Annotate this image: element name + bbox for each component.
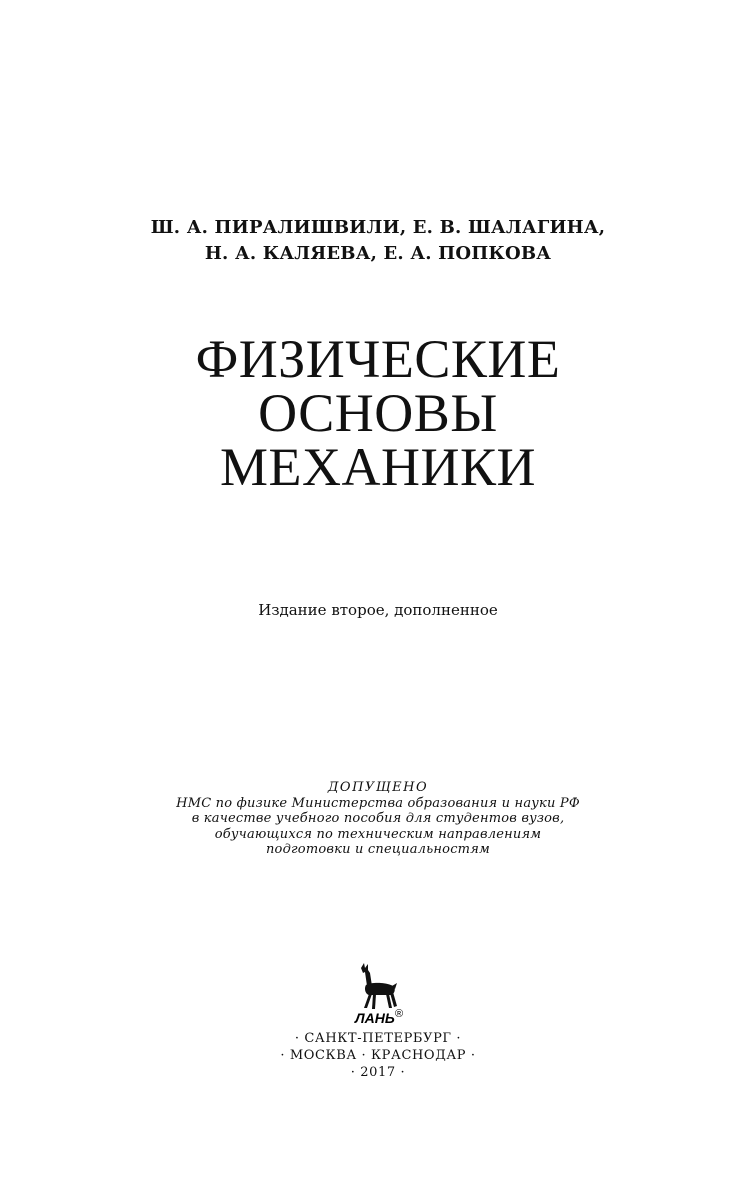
book-title-line-2: ОСНОВЫ (258, 383, 498, 443)
book-title-line-3: МЕХАНИКИ (219, 437, 536, 497)
approval-line-2: в качестве учебного пособия для студентов вузов, (191, 811, 565, 826)
logo-text: ЛАНЬ (355, 1010, 395, 1026)
place-year: · 2017 · (350, 1065, 406, 1080)
place-line-1: · САНКТ-ПЕТЕРБУРГ · (294, 1031, 462, 1046)
book-title (0, 329, 756, 497)
approval-line-3: обучающихся по техническим направлениям (214, 826, 542, 842)
deer-icon (361, 963, 397, 1009)
approval-line-1: НМС по физике Министерства образования и науки РФ (176, 795, 580, 811)
edition-note: Издание второе, дополненное (258, 601, 498, 619)
authors-line-2: Н. А. КАЛЯЕВА, Е. А. ПОПКОВА (204, 243, 552, 264)
book-title-line-1: ФИЗИЧЕСКИЕ (195, 329, 561, 389)
approval-stamp (0, 780, 756, 858)
authors-line-1: Ш. А. ПИРАЛИШВИЛИ, Е. В. ШАЛАГИНА, (150, 217, 606, 238)
registered-mark: ® (395, 1008, 404, 1020)
publisher-logo (353, 962, 413, 1028)
place-line-2: · МОСКВА · КРАСНОДАР · (280, 1048, 476, 1063)
approval-heading: ДОПУЩЕНО (327, 780, 429, 795)
authors (0, 215, 756, 267)
approval-line-4: подготовки и специальностям (265, 842, 490, 857)
publisher-place (0, 1030, 756, 1081)
